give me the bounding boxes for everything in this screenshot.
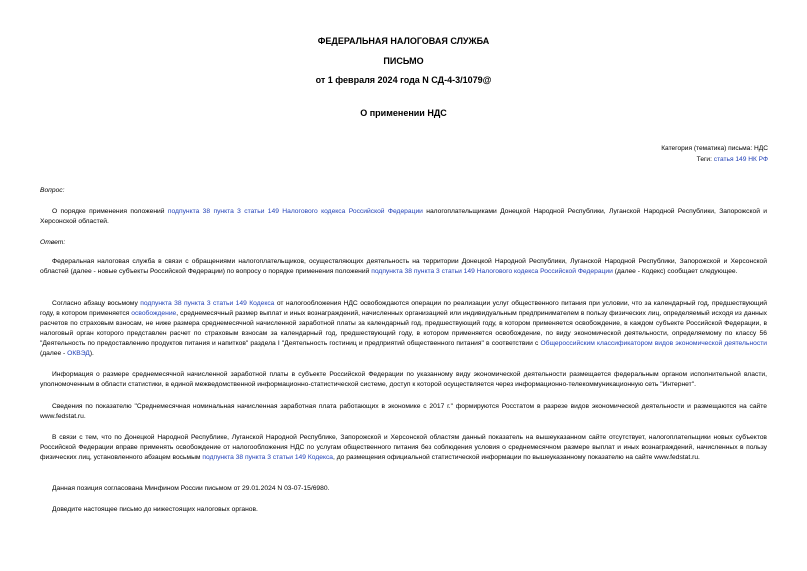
p2-text-e: ). <box>89 349 94 357</box>
category-line: Категория (тематика) письма: НДС <box>661 145 768 152</box>
answer-label: Ответ: <box>40 239 66 246</box>
p2-link-article[interactable]: подпункта 38 пункта 3 статьи 149 Кодекса <box>140 300 275 307</box>
paragraph-7: Доведите настоящее письмо до нижестоящих налоговых органов. <box>52 506 258 513</box>
paragraph-2 <box>40 299 767 358</box>
p5-text-start: В связи с тем, что по Донецкой Народной Республике, Луганской Народной Республике, Запорожской и Херсонской областям данный показатель на вышеуказанном сайте отсутствует, налогоплательщики новых субъектов Российской Федерации вправе применять освобождение от налогообложения НДС по услугам общественного питания без соблюдения условия о среднемесячном размере выплат и иных вознаграждений, начисленных в пользу физических лиц, установленного абзацем восьмым <box>40 434 767 461</box>
tags-label: Теги: <box>696 156 712 163</box>
question-link[interactable]: подпункта 38 пункта 3 статьи 149 Налогового кодекса Российской Федерации <box>167 208 423 215</box>
p2-text-c: , среднемесячный размер выплат и иных вознаграждений, начисленных организацией или индивидуальным предпринимателем в пользу физических лиц, определяемый исходя из данных расчетов по страховым взносам, не ниже размера среднемесячной начисленной заработной платы за календарный год, предшествующий году, в котором применяется освобождение, в каждом субъекте Российской Федерации, в налоговый орган которого представлен расчет по страховым взносам за календарный год, предшествующий году, в котором применяется освобождение, по виду экономической деятельности, определяемому по классу 56 "Деятельность по предоставлению продуктов питания и напитков" раздела I "Деятельность гостиниц и предприятий общественного питания" в соответствии с <box>40 309 767 347</box>
paragraph-5 <box>40 433 767 463</box>
paragraph-3: Информация о размере среднемесячной начисленной заработной платы в субъекте Российской Федерации по указанному виду экономической деятельности размещается федеральным органом исполнительной власти, уполномоченным в области статистики, в единой межведомственной информационно-статистической системе, доступ к которой осуществляется через информационно-телекоммуникационную сеть "Интернет". <box>40 371 767 388</box>
answer-text-end: (далее - Кодекс) сообщает следующее. <box>612 267 738 275</box>
p5-link[interactable]: подпункта 38 пункта 3 статьи 149 Кодекса <box>202 453 334 461</box>
p2-text-a: Согласно абзацу восьмому <box>52 300 141 307</box>
tags-line <box>697 155 768 165</box>
agency-title: ФЕДЕРАЛЬНАЯ НАЛОГОВАЯ СЛУЖБА <box>317 36 490 46</box>
paragraph-6: Данная позиция согласована Минфином России письмом от 29.01.2024 N 03-07-15/6980. <box>52 485 330 492</box>
p5-text-end: , до размещения официальной статистической информации по вышеуказанному показателю на сайте www.fedstat.ru. <box>333 453 700 461</box>
tag-link[interactable]: статья 149 НК РФ <box>713 156 768 163</box>
answer-link[interactable]: подпункта 38 пункта 3 статьи 149 Налогового кодекса Российской Федерации <box>371 267 613 275</box>
question-label: Вопрос: <box>40 187 65 194</box>
question-text-start: О порядке применения положений <box>52 208 168 215</box>
p2-text-d: (далее - <box>40 349 68 357</box>
p2-link-okved-classifier[interactable]: Общероссийским классификатором видов экономической деятельности <box>540 339 767 347</box>
doc-type: ПИСЬМО <box>383 56 424 66</box>
doc-date-number: от 1 февраля 2024 года N СД-4-3/1079@ <box>315 75 492 85</box>
p2-link-okved[interactable]: ОКВЭД <box>67 349 90 357</box>
p2-text-b: от налогообложения НДС освобождаются операции по реализации услуг общественного питания при условии, что за календарный год, предшествующий году, в котором применяется <box>40 300 767 317</box>
doc-subject: О применении НДС <box>360 108 447 118</box>
answer-paragraph-1 <box>40 257 767 277</box>
p2-link-exemption[interactable]: освобождение <box>131 309 177 317</box>
answer-text-start: Федеральная налоговая служба в связи с обращениями налогоплательщиков, осуществляющих деятельность на территории Донецкой Народной Республики, Луганской Народной Республики, Запорожской и Херсонской областей (далее - новые субъекты Российской Федерации) по вопросу о порядке применения положений <box>40 258 767 275</box>
question-paragraph <box>40 207 767 227</box>
paragraph-4: Сведения по показателю "Среднемесячная номинальная начисленная заработная плата работающих в экономике с 2017 г." формируются Росстатом в разрезе видов экономической деятельности и размещаются на сайте www.fedstat.ru. <box>40 403 767 420</box>
question-text-end: налогоплательщиками Донецкой Народной Республики, Луганской Народной Республики, Запорожской и Херсонской областей. <box>40 208 768 225</box>
